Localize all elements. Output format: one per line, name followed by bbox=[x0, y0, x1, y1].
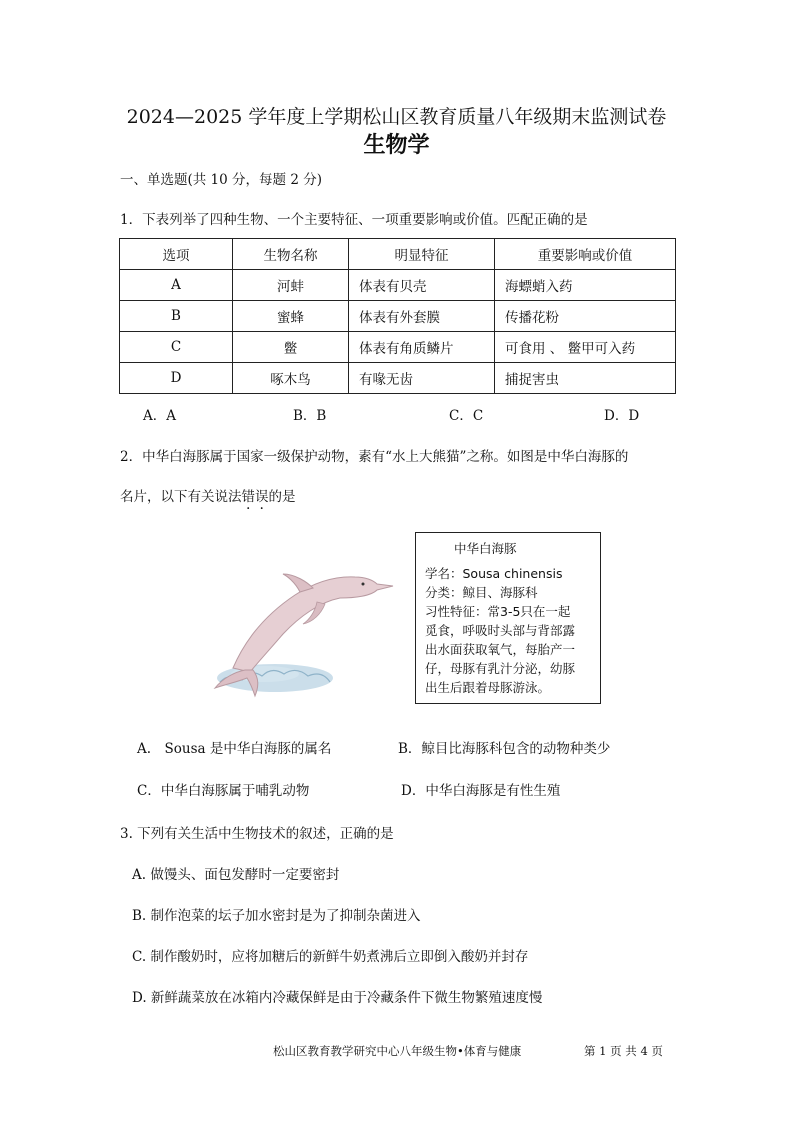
table-row bbox=[120, 270, 676, 301]
table-cell: 捕捉害虫 bbox=[495, 363, 676, 394]
question-3-option-b[interactable]: B. 制作泡菜的坛子加水密封是为了抑制杂菌进入 bbox=[132, 908, 421, 924]
question-2-option-c[interactable]: C．中华白海豚属于哺乳动物 bbox=[137, 783, 310, 799]
question-2-option-b[interactable]: B．鲸目比海豚科包含的动物种类少 bbox=[398, 741, 611, 757]
table-cell: 有喙无齿 bbox=[349, 363, 495, 394]
card-line: 习性特征：常3-5只在一起 bbox=[425, 604, 571, 619]
card-line: 出生后跟着母豚游泳。 bbox=[425, 680, 551, 695]
emphasis-char: 误 bbox=[255, 489, 269, 505]
question-2-option-a[interactable]: A. Sousa 是中华白海豚的属名 bbox=[137, 741, 332, 757]
table-cell: C bbox=[120, 332, 233, 363]
card-line: 学名：Sousa chinensis bbox=[425, 566, 563, 581]
table-cell: 体表有外套膜 bbox=[349, 301, 495, 332]
table-row bbox=[120, 301, 676, 332]
table-cell: 蜜蜂 bbox=[233, 301, 349, 332]
stem-text: 名片，以下有关说法 bbox=[120, 489, 242, 505]
card-title: 中华白海豚 bbox=[454, 541, 517, 556]
card-line: 觅食，呼吸时头部与背部露 bbox=[425, 623, 576, 638]
question-2-stem-line1: 2．中华白海豚属于国家一级保护动物，素有“水上大熊猫”之称。如图是中华白海豚的 bbox=[120, 449, 629, 465]
question-1-stem: 1．下表列举了四种生物、一个主要特征、一项重要影响或价值。匹配正确的是 bbox=[120, 212, 588, 228]
table-cell: 体表有角质鳞片 bbox=[349, 332, 495, 363]
page-number: 第 1 页 共 4 页 bbox=[584, 1044, 663, 1058]
section-heading: 一、单选题(共 10 分，每题 2 分) bbox=[120, 172, 322, 188]
table-header-cell: 明显特征 bbox=[349, 239, 495, 270]
question-3-option-d[interactable]: D. 新鲜蔬菜放在冰箱内冷藏保鲜是由于冷藏条件下微生物繁殖速度慢 bbox=[132, 990, 543, 1006]
card-line: 分类：鲸目、海豚科 bbox=[425, 585, 538, 600]
stem-text: 的是 bbox=[268, 489, 296, 505]
question-3-stem: 3. 下列有关生活中生物技术的叙述，正确的是 bbox=[120, 826, 394, 842]
exam-title: 2024—2025 学年度上学期松山区教育质量八年级期末监测试卷 bbox=[126, 106, 667, 128]
table-cell: 体表有贝壳 bbox=[349, 270, 495, 301]
question-1-option-c[interactable]: C．C bbox=[449, 408, 484, 424]
table-header-cell: 重要影响或价值 bbox=[495, 239, 676, 270]
table-header-row bbox=[120, 239, 676, 270]
table-header-cell: 生物名称 bbox=[233, 239, 349, 270]
table-cell: B bbox=[120, 301, 233, 332]
table-cell: 可食用 、 鳖甲可入药 bbox=[495, 332, 676, 363]
question-1-option-a[interactable]: A．A bbox=[143, 408, 176, 424]
question-2-option-d[interactable]: D．中华白海豚是有性生殖 bbox=[401, 783, 561, 799]
table-cell: 海螵蛸入药 bbox=[495, 270, 676, 301]
emphasis-char: 错 bbox=[241, 489, 255, 505]
card-line: 仔，母豚有乳汁分泌，幼豚 bbox=[425, 661, 576, 676]
table-cell: 鳖 bbox=[233, 332, 349, 363]
question-1-option-d[interactable]: D．D bbox=[604, 408, 640, 424]
table-row bbox=[120, 363, 676, 394]
table-cell: 啄木鸟 bbox=[233, 363, 349, 394]
dolphin-info-card bbox=[415, 532, 601, 704]
table-cell: 河蚌 bbox=[233, 270, 349, 301]
table-cell: A bbox=[120, 270, 233, 301]
table-cell: D bbox=[120, 363, 233, 394]
question-3-option-a[interactable]: A. 做馒头、面包发酵时一定要密封 bbox=[132, 867, 340, 883]
question-1-option-b[interactable]: B．B bbox=[293, 408, 327, 424]
subject-title: 生物学 bbox=[363, 132, 430, 158]
card-line: 出水面获取氧气，每胎产一 bbox=[425, 642, 576, 657]
question-1-table bbox=[119, 238, 676, 394]
table-row bbox=[120, 332, 676, 363]
table-cell: 传播花粉 bbox=[495, 301, 676, 332]
dolphin-illustration bbox=[205, 560, 400, 698]
footer-source: 松山区教育教学研究中心八年级生物•体育与健康 bbox=[273, 1044, 522, 1058]
question-3-option-c[interactable]: C. 制作酸奶时，应将加糖后的新鲜牛奶煮沸后立即倒入酸奶并封存 bbox=[132, 949, 529, 965]
table-header-cell: 选项 bbox=[120, 239, 233, 270]
question-2-stem-line2 bbox=[120, 485, 296, 505]
